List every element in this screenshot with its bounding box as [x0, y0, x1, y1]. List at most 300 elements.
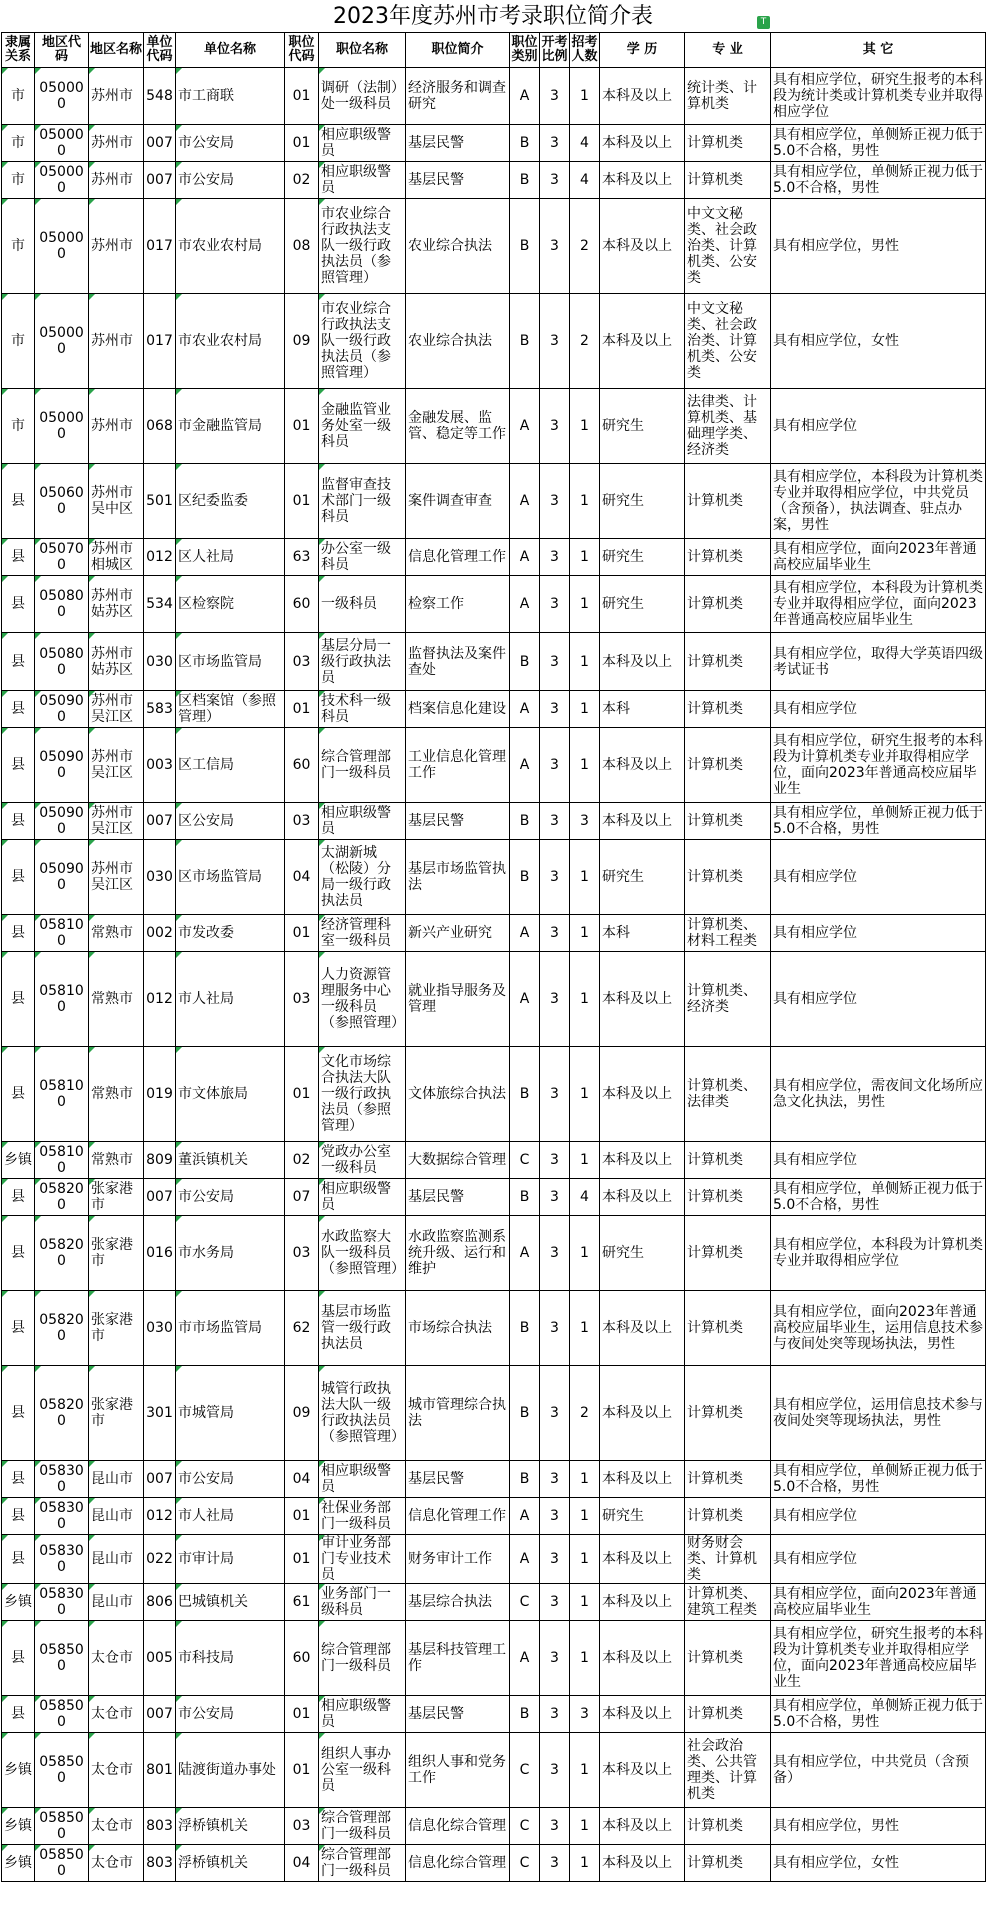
cell-relation: 乡镇 [2, 1808, 35, 1845]
cell-post-code: 02 [285, 1142, 319, 1179]
cell-area-name: 苏州市吴江区 [89, 691, 144, 728]
cell-unit-code: 017 [144, 294, 176, 389]
cell-post-type: B [510, 1291, 540, 1366]
cell-area-name: 苏州市 [89, 199, 144, 294]
cell-unit-name: 市市场监管局 [176, 1291, 285, 1366]
cell-post-type: C [510, 1808, 540, 1845]
table-row [2, 1584, 986, 1621]
cell-unit-code: 003 [144, 728, 176, 803]
cell-hire-count: 1 [570, 840, 600, 915]
cell-hire-count: 1 [570, 539, 600, 576]
table-row [2, 162, 986, 199]
cell-unit-code: 534 [144, 576, 176, 633]
cell-other: 具有相应学位 [771, 1535, 986, 1584]
cell-unit-name: 市审计局 [176, 1535, 285, 1584]
cell-post-type: C [510, 1845, 540, 1882]
cell-post-code: 01 [285, 389, 319, 464]
header-exam-ratio: 开考比例 [540, 33, 570, 68]
cell-major: 计算机类 [685, 1498, 771, 1535]
cell-post-code: 01 [285, 464, 319, 539]
cell-post-code: 03 [285, 633, 319, 691]
cell-area-code: 050900 [35, 691, 89, 728]
header-unit-name: 单位名称 [176, 33, 285, 68]
cell-education: 本科及以上 [600, 1808, 685, 1845]
cell-unit-name: 市农业农村局 [176, 199, 285, 294]
cell-relation: 县 [2, 803, 35, 840]
table-row [2, 68, 986, 125]
cell-relation: 县 [2, 1216, 35, 1291]
cell-post-type: B [510, 199, 540, 294]
cell-area-name: 常熟市 [89, 1047, 144, 1142]
cell-hire-count: 3 [570, 1696, 600, 1733]
cell-other: 具有相应学位，面向2023年普通高校应届毕业生，运用信息技术参与夜间处突等现场执法，男性 [771, 1291, 986, 1366]
cell-post-type: A [510, 389, 540, 464]
cell-exam-ratio: 3 [540, 691, 570, 728]
cell-exam-ratio: 3 [540, 1142, 570, 1179]
cell-post-type: B [510, 1696, 540, 1733]
cell-area-code: 058300 [35, 1498, 89, 1535]
table-row [2, 389, 986, 464]
cell-education: 本科及以上 [600, 728, 685, 803]
cell-post-code: 04 [285, 1845, 319, 1882]
cell-post-name: 经济管理科室一级科员 [319, 915, 406, 952]
cell-area-name: 常熟市 [89, 952, 144, 1047]
cell-post-code: 01 [285, 1498, 319, 1535]
cell-area-code: 058100 [35, 915, 89, 952]
cell-major: 统计类、计算机类 [685, 68, 771, 125]
cell-unit-code: 803 [144, 1808, 176, 1845]
cell-post-desc: 基层市场监管执法 [406, 840, 510, 915]
cell-other: 具有相应学位，单侧矫正视力低于5.0不合格，男性 [771, 803, 986, 840]
cell-exam-ratio: 3 [540, 1216, 570, 1291]
cell-unit-name: 市文体旅局 [176, 1047, 285, 1142]
cell-unit-name: 市公安局 [176, 1461, 285, 1498]
cell-other: 具有相应学位 [771, 952, 986, 1047]
cell-relation: 乡镇 [2, 1733, 35, 1808]
cell-major: 财务财会类、计算机类 [685, 1535, 771, 1584]
cell-area-name: 常熟市 [89, 915, 144, 952]
cell-major: 计算机类 [685, 1142, 771, 1179]
cell-hire-count: 1 [570, 389, 600, 464]
header-relation: 隶属关系 [2, 33, 35, 68]
table-row [2, 1366, 986, 1461]
cell-post-desc: 金融发展、监管、稳定等工作 [406, 389, 510, 464]
cell-area-name: 苏州市吴中区 [89, 464, 144, 539]
table-row [2, 728, 986, 803]
cell-exam-ratio: 3 [540, 1179, 570, 1216]
cell-post-code: 63 [285, 539, 319, 576]
cell-area-name: 苏州市吴江区 [89, 728, 144, 803]
cell-area-code: 050000 [35, 125, 89, 162]
cell-post-code: 04 [285, 840, 319, 915]
cell-post-desc: 基层科技管理工作 [406, 1621, 510, 1696]
cell-major: 计算机类 [685, 1461, 771, 1498]
table-row [2, 803, 986, 840]
cell-unit-code: 501 [144, 464, 176, 539]
cell-unit-name: 区工信局 [176, 728, 285, 803]
cell-post-desc: 农业综合执法 [406, 294, 510, 389]
cell-unit-name: 浮桥镇机关 [176, 1845, 285, 1882]
cell-major: 中文文秘类、社会政治类、计算机类、公安类 [685, 199, 771, 294]
cell-post-desc: 水政监察监测系统升级、运行和维护 [406, 1216, 510, 1291]
cell-relation: 乡镇 [2, 1584, 35, 1621]
cell-post-name: 基层分局一级行政执法员 [319, 633, 406, 691]
cell-major: 计算机类 [685, 1808, 771, 1845]
cell-relation: 县 [2, 539, 35, 576]
cell-post-type: B [510, 840, 540, 915]
cell-hire-count: 1 [570, 691, 600, 728]
cell-major: 计算机类 [685, 1621, 771, 1696]
cell-exam-ratio: 3 [540, 915, 570, 952]
cell-other: 具有相应学位，单侧矫正视力低于5.0不合格，男性 [771, 1179, 986, 1216]
cell-unit-code: 007 [144, 803, 176, 840]
cell-post-code: 09 [285, 294, 319, 389]
cell-area-code: 058500 [35, 1696, 89, 1733]
cell-area-code: 058200 [35, 1291, 89, 1366]
cell-other: 具有相应学位，研究生报考的本科段为计算机类专业并取得相应学位，面向2023年普通高校应届毕业生 [771, 728, 986, 803]
cell-area-name: 苏州市 [89, 162, 144, 199]
table-row [2, 1808, 986, 1845]
cell-area-code: 058100 [35, 1142, 89, 1179]
cell-area-code: 050000 [35, 68, 89, 125]
table-row [2, 576, 986, 633]
cell-other: 具有相应学位 [771, 840, 986, 915]
header-education: 学 历 [600, 33, 685, 68]
cell-education: 本科及以上 [600, 1696, 685, 1733]
cell-post-code: 03 [285, 1216, 319, 1291]
cell-post-name: 相应职级警员 [319, 162, 406, 199]
corner-tag-icon: T [757, 16, 770, 29]
cell-unit-name: 区人社局 [176, 539, 285, 576]
cell-hire-count: 1 [570, 464, 600, 539]
cell-exam-ratio: 3 [540, 1498, 570, 1535]
table-row [2, 199, 986, 294]
cell-unit-name: 区公安局 [176, 803, 285, 840]
cell-unit-code: 806 [144, 1584, 176, 1621]
cell-relation: 县 [2, 1366, 35, 1461]
cell-post-name: 水政监察大队一级科员（参照管理） [319, 1216, 406, 1291]
cell-hire-count: 1 [570, 915, 600, 952]
cell-area-code: 058200 [35, 1216, 89, 1291]
cell-unit-name: 区档案馆（参照管理） [176, 691, 285, 728]
cell-hire-count: 2 [570, 199, 600, 294]
cell-relation: 市 [2, 294, 35, 389]
cell-post-code: 01 [285, 1535, 319, 1584]
cell-unit-code: 007 [144, 1179, 176, 1216]
cell-area-name: 张家港市 [89, 1216, 144, 1291]
cell-area-code: 050800 [35, 633, 89, 691]
cell-post-type: A [510, 1498, 540, 1535]
cell-area-code: 058200 [35, 1179, 89, 1216]
cell-hire-count: 4 [570, 125, 600, 162]
cell-area-code: 058100 [35, 1047, 89, 1142]
cell-area-name: 苏州市 [89, 68, 144, 125]
cell-major: 计算机类 [685, 1845, 771, 1882]
cell-hire-count: 1 [570, 728, 600, 803]
table-body [2, 68, 986, 1882]
cell-unit-name: 浮桥镇机关 [176, 1808, 285, 1845]
cell-post-name: 城管行政执法大队一级行政执法员（参照管理） [319, 1366, 406, 1461]
table-row [2, 1216, 986, 1291]
cell-education: 本科 [600, 915, 685, 952]
cell-exam-ratio: 3 [540, 1808, 570, 1845]
cell-other: 具有相应学位，单侧矫正视力低于5.0不合格，男性 [771, 162, 986, 199]
cell-post-desc: 就业指导服务及管理 [406, 952, 510, 1047]
cell-education: 本科及以上 [600, 1291, 685, 1366]
cell-unit-code: 012 [144, 539, 176, 576]
cell-unit-name: 市城管局 [176, 1366, 285, 1461]
cell-unit-name: 巴城镇机关 [176, 1584, 285, 1621]
cell-post-type: B [510, 633, 540, 691]
cell-post-type: B [510, 1461, 540, 1498]
cell-post-type: A [510, 952, 540, 1047]
cell-major: 计算机类 [685, 633, 771, 691]
cell-unit-code: 809 [144, 1142, 176, 1179]
title-text: 2023年度苏州市考录职位简介表 [333, 4, 653, 29]
cell-other: 具有相应学位，取得大学英语四级考试证书 [771, 633, 986, 691]
cell-post-code: 07 [285, 1179, 319, 1216]
cell-unit-code: 583 [144, 691, 176, 728]
cell-major: 计算机类 [685, 539, 771, 576]
cell-hire-count: 1 [570, 576, 600, 633]
cell-exam-ratio: 3 [540, 1461, 570, 1498]
cell-area-name: 太仓市 [89, 1733, 144, 1808]
cell-area-name: 张家港市 [89, 1291, 144, 1366]
cell-exam-ratio: 3 [540, 68, 570, 125]
cell-post-desc: 案件调查审查 [406, 464, 510, 539]
cell-post-type: A [510, 1535, 540, 1584]
cell-unit-name: 市公安局 [176, 162, 285, 199]
cell-unit-code: 012 [144, 952, 176, 1047]
cell-hire-count: 4 [570, 162, 600, 199]
cell-area-name: 苏州市姑苏区 [89, 633, 144, 691]
cell-unit-code: 301 [144, 1366, 176, 1461]
cell-area-name: 常熟市 [89, 1142, 144, 1179]
cell-other: 具有相应学位，本科段为计算机类专业并取得相应学位 [771, 1216, 986, 1291]
cell-hire-count: 1 [570, 1461, 600, 1498]
table-row [2, 1047, 986, 1142]
cell-unit-name: 市人社局 [176, 1498, 285, 1535]
cell-post-desc: 基层民警 [406, 1179, 510, 1216]
cell-other: 具有相应学位，单侧矫正视力低于5.0不合格，男性 [771, 1696, 986, 1733]
cell-exam-ratio: 3 [540, 952, 570, 1047]
cell-area-name: 昆山市 [89, 1584, 144, 1621]
table-row [2, 1461, 986, 1498]
cell-unit-code: 022 [144, 1535, 176, 1584]
cell-hire-count: 1 [570, 1845, 600, 1882]
cell-education: 本科及以上 [600, 294, 685, 389]
cell-relation: 县 [2, 915, 35, 952]
cell-other: 具有相应学位，研究生报考的本科段为计算机类专业并取得相应学位，面向2023年普通高校应届毕业生 [771, 1621, 986, 1696]
table-row [2, 915, 986, 952]
cell-post-desc: 基层民警 [406, 1696, 510, 1733]
cell-education: 本科及以上 [600, 1142, 685, 1179]
cell-post-name: 综合管理部门一级科员 [319, 1845, 406, 1882]
cell-post-desc: 检察工作 [406, 576, 510, 633]
cell-unit-code: 030 [144, 840, 176, 915]
cell-exam-ratio: 3 [540, 125, 570, 162]
cell-post-desc: 文体旅综合执法 [406, 1047, 510, 1142]
page-title [0, 0, 986, 32]
cell-post-code: 01 [285, 1733, 319, 1808]
cell-hire-count: 1 [570, 1498, 600, 1535]
table-row [2, 952, 986, 1047]
cell-area-code: 058300 [35, 1535, 89, 1584]
cell-unit-name: 市金融监管局 [176, 389, 285, 464]
cell-exam-ratio: 3 [540, 199, 570, 294]
cell-area-code: 058500 [35, 1845, 89, 1882]
table-row [2, 1291, 986, 1366]
cell-post-name: 审计业务部门专业技术员 [319, 1535, 406, 1584]
cell-area-code: 050000 [35, 162, 89, 199]
cell-area-name: 张家港市 [89, 1366, 144, 1461]
cell-unit-code: 030 [144, 633, 176, 691]
cell-post-type: A [510, 464, 540, 539]
cell-post-type: A [510, 68, 540, 125]
cell-relation: 市 [2, 199, 35, 294]
cell-hire-count: 1 [570, 1584, 600, 1621]
cell-exam-ratio: 3 [540, 539, 570, 576]
cell-post-code: 01 [285, 1696, 319, 1733]
cell-relation: 县 [2, 728, 35, 803]
cell-post-name: 办公室一级科员 [319, 539, 406, 576]
cell-relation: 县 [2, 840, 35, 915]
cell-education: 本科及以上 [600, 1461, 685, 1498]
cell-relation: 县 [2, 1461, 35, 1498]
header-area-code: 地区代码 [35, 33, 89, 68]
cell-post-code: 01 [285, 68, 319, 125]
cell-area-code: 050900 [35, 728, 89, 803]
cell-post-type: A [510, 728, 540, 803]
header-other: 其 它 [771, 33, 986, 68]
cell-other: 具有相应学位，本科段为计算机类专业并取得相应学位，面向2023年普通高校应届毕业生 [771, 576, 986, 633]
cell-post-name: 一级科员 [319, 576, 406, 633]
cell-area-code: 050000 [35, 199, 89, 294]
cell-exam-ratio: 3 [540, 840, 570, 915]
table-row [2, 691, 986, 728]
header-unit-code: 单位代码 [144, 33, 176, 68]
cell-education: 本科及以上 [600, 803, 685, 840]
cell-area-name: 太仓市 [89, 1808, 144, 1845]
cell-hire-count: 1 [570, 1216, 600, 1291]
cell-major: 计算机类 [685, 1696, 771, 1733]
cell-area-code: 058500 [35, 1808, 89, 1845]
cell-unit-name: 市发改委 [176, 915, 285, 952]
cell-relation: 乡镇 [2, 1142, 35, 1179]
cell-education: 本科及以上 [600, 1621, 685, 1696]
cell-post-name: 相应职级警员 [319, 125, 406, 162]
header-hire-count: 招考人数 [570, 33, 600, 68]
cell-post-type: B [510, 1047, 540, 1142]
cell-other: 具有相应学位 [771, 915, 986, 952]
cell-post-desc: 基层民警 [406, 125, 510, 162]
cell-post-type: C [510, 1584, 540, 1621]
cell-post-name: 基层市场监管一级行政执法员 [319, 1291, 406, 1366]
cell-post-type: A [510, 691, 540, 728]
header-area-name: 地区名称 [89, 33, 144, 68]
cell-unit-code: 012 [144, 1498, 176, 1535]
cell-education: 本科及以上 [600, 1845, 685, 1882]
table-row [2, 539, 986, 576]
table-row [2, 633, 986, 691]
cell-major: 计算机类、建筑工程类 [685, 1584, 771, 1621]
cell-education: 研究生 [600, 464, 685, 539]
cell-major: 计算机类 [685, 691, 771, 728]
cell-education: 本科及以上 [600, 68, 685, 125]
cell-post-code: 60 [285, 576, 319, 633]
cell-area-code: 050800 [35, 576, 89, 633]
cell-unit-code: 016 [144, 1216, 176, 1291]
cell-other: 具有相应学位，中共党员（含预备） [771, 1733, 986, 1808]
cell-exam-ratio: 3 [540, 803, 570, 840]
cell-exam-ratio: 3 [540, 1584, 570, 1621]
cell-post-name: 业务部门一级科员 [319, 1584, 406, 1621]
cell-area-name: 苏州市吴江区 [89, 803, 144, 840]
cell-other: 具有相应学位，需夜间文化场所应急文化执法，男性 [771, 1047, 986, 1142]
cell-hire-count: 1 [570, 1535, 600, 1584]
cell-major: 中文文秘类、社会政治类、计算机类、公安类 [685, 294, 771, 389]
cell-unit-code: 007 [144, 125, 176, 162]
cell-major: 计算机类 [685, 1216, 771, 1291]
cell-post-code: 62 [285, 1291, 319, 1366]
cell-post-name: 调研（法制）处一级科员 [319, 68, 406, 125]
cell-major: 计算机类 [685, 125, 771, 162]
cell-relation: 县 [2, 1535, 35, 1584]
cell-post-code: 60 [285, 728, 319, 803]
cell-post-name: 市农业综合行政执法支队一级行政执法员（参照管理） [319, 294, 406, 389]
cell-unit-name: 市公安局 [176, 125, 285, 162]
header-post-code: 职位代码 [285, 33, 319, 68]
table-row [2, 1142, 986, 1179]
cell-post-code: 08 [285, 199, 319, 294]
cell-area-code: 050700 [35, 539, 89, 576]
cell-post-desc: 农业综合执法 [406, 199, 510, 294]
cell-post-desc: 工业信息化管理工作 [406, 728, 510, 803]
cell-unit-code: 068 [144, 389, 176, 464]
cell-exam-ratio: 3 [540, 1621, 570, 1696]
cell-post-code: 03 [285, 1808, 319, 1845]
cell-unit-name: 市公安局 [176, 1696, 285, 1733]
cell-other: 具有相应学位 [771, 1498, 986, 1535]
cell-hire-count: 2 [570, 1366, 600, 1461]
cell-relation: 乡镇 [2, 1845, 35, 1882]
table-row [2, 464, 986, 539]
table-header-row [2, 33, 986, 68]
cell-relation: 市 [2, 162, 35, 199]
cell-post-desc: 档案信息化建设 [406, 691, 510, 728]
cell-major: 计算机类、材料工程类 [685, 915, 771, 952]
cell-post-name: 人力资源管理服务中心一级科员（参照管理） [319, 952, 406, 1047]
cell-unit-code: 803 [144, 1845, 176, 1882]
cell-unit-code: 007 [144, 162, 176, 199]
cell-area-name: 苏州市 [89, 389, 144, 464]
cell-education: 研究生 [600, 1498, 685, 1535]
table-row [2, 125, 986, 162]
cell-major: 计算机类 [685, 803, 771, 840]
cell-major: 计算机类 [685, 576, 771, 633]
cell-post-type: B [510, 1179, 540, 1216]
cell-exam-ratio: 3 [540, 1535, 570, 1584]
cell-education: 本科及以上 [600, 1535, 685, 1584]
table-row [2, 1733, 986, 1808]
cell-education: 本科 [600, 691, 685, 728]
cell-unit-name: 市科技局 [176, 1621, 285, 1696]
cell-relation: 市 [2, 125, 35, 162]
cell-relation: 县 [2, 691, 35, 728]
cell-area-name: 苏州市 [89, 294, 144, 389]
cell-post-code: 03 [285, 952, 319, 1047]
cell-post-type: B [510, 294, 540, 389]
